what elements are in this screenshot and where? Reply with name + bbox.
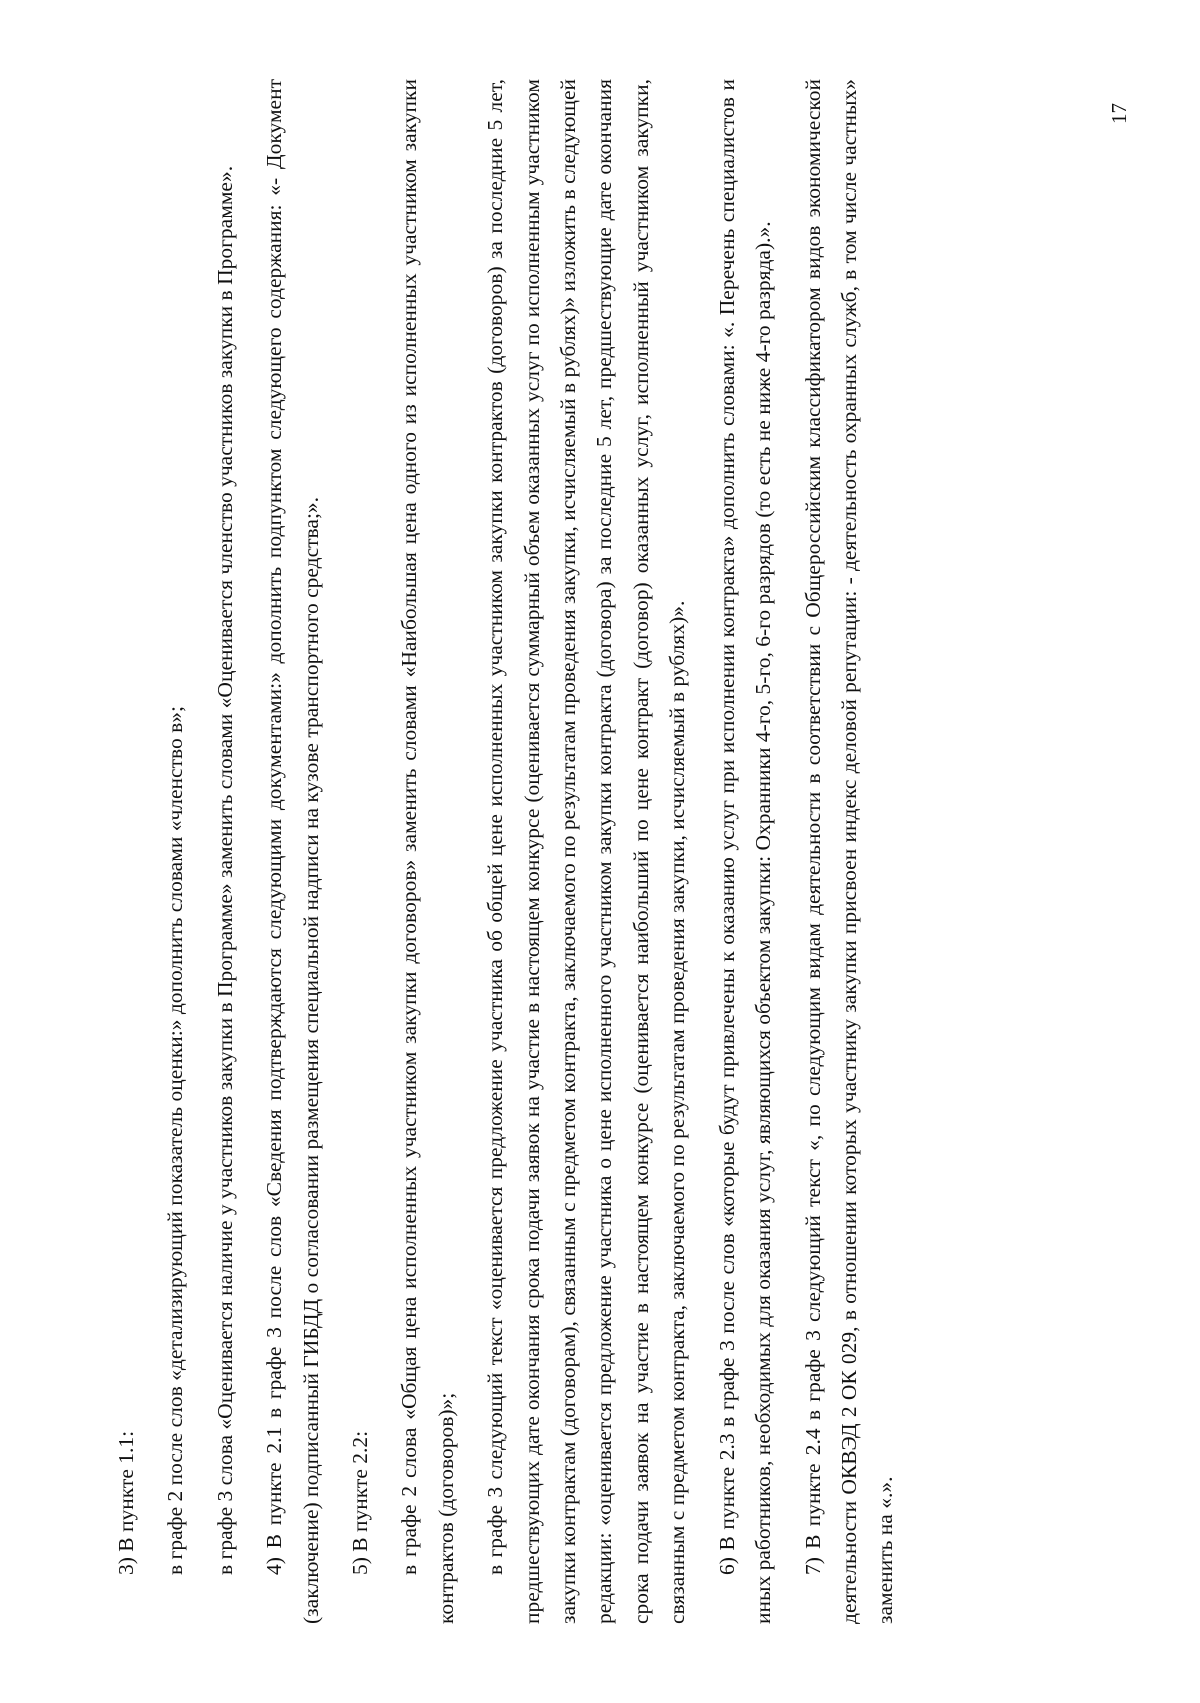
paragraph-item-3-column-3: в графе 3 слова «Оценивается наличие у участников закупки в Программе» заменить словами «Оценивается членство участников закупки в Программе». [212,165,237,1575]
paragraph-item-5-column-3: в графе 3 следующий текст «оценивается предложение участника об общей цене исполненных участником закупки контрактов (договоров) за последние 5 лет, предшествующих дате окончания срока подачи заявок на участие в настоящем конкурсе (оценивается суммарный объем оказанных услуг по исполненным участником закупки контрактам (договорам), связанным с предметом контракта, заключаемого по результатам проведения закупки, исчисляемый в рублях)» изложить в следующей редакции: «оценивается предложение участника о цене исполненного участником закупки контракта (договора) за последние 5 лет, предшествующие дате окончания срока подачи заявок на участие в настоящем конкурсе (оценивается наибольший по цене контракт (договор) оказанных услуг, исполненный участником закупки, связанным с предметом контракта, заключаемого по результатам проведения закупки, исчисляемый в рублях)». [483,79,690,1624]
paragraph-item-4: 4) В пункте 2.1 в графе 3 после слов «Сведения подтверждаются следующими документами:» дополнить подпунктом следующего содержания: «- Документ (заключение) подписанный ГИБДД о согласовании размещения специальной надписи на кузове транспортного средства;». [262,79,323,1624]
paragraph-item-6: 6) В пункте 2.3 в графе 3 после слов «которые будут привлечены к оказанию услуг при исполнении контракта» дополнить словами: «. Перечень специалистов и иных работников, необходимых для оказания услуг, являющихся объектом закупки: Охранники 4-го, 5-го, 6-го разрядов (то есть не ниже 4-го разряда).». [714,79,776,1624]
paragraph-item-3-column-2: в графе 2 после слов «детализирующий показатель оценки:» дополнить словами «членство в»; [163,706,188,1575]
paragraph-item-7: 7) В пункте 2.4 в графе 3 следующий текст «, по следующим видам деятельности в соответствии с Общероссийским классификатором видов экономической деятельности ОКВЭД 2 ОК 029, в отношении которых участнику закупки присвоен индекс деловой репутации: - деятельность охранных служб, в том числе частных» заменить на «.». [800,79,898,1624]
paragraph-item-5-heading: 5) В пункте 2.2: [348,1430,373,1575]
paragraph-item-5-column-2: в графе 2 слова «Общая цена исполненных участником закупки договоров» заменить словами «Наибольшая цена одного из исполненных участником закупки контрактов (договоров)»; [397,79,458,1624]
paragraph-item-3-heading: 3) В пункте 1.1: [114,1430,138,1575]
page-number: 17 [1107,103,1131,124]
page-text-block [108,79,1088,1624]
